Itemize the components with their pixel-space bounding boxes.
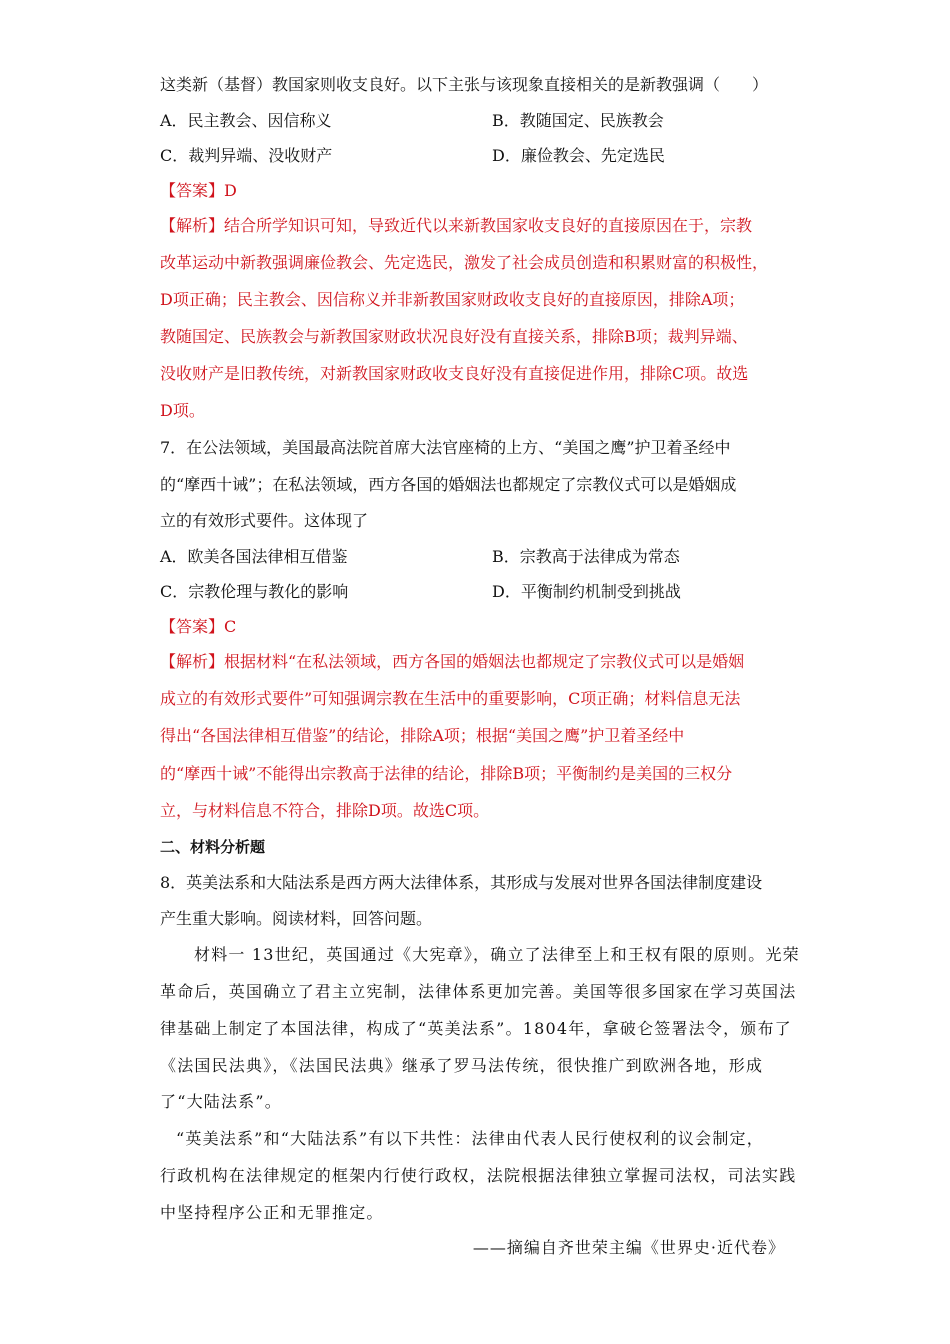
material-line: 材料一 13世纪，英国通过《大宪章》，确立了法律至上和王权有限的原则。光荣 bbox=[194, 945, 800, 964]
q7-option-c: C．宗教伦理与教化的影响 bbox=[160, 582, 349, 601]
material-line: 律基础上制定了本国法律，构成了“英美法系”。1804年，拿破仑签署法令，颁布了 bbox=[160, 1019, 792, 1038]
q6-analysis-line: D项。 bbox=[160, 401, 205, 420]
q6-analysis-line: D项正确；民主教会、因信称义并非新教国家财政收支良好的直接原因，排除A项； bbox=[160, 290, 745, 309]
q7-analysis-line: 【解析】根据材料“在私法领域，西方各国的婚姻法也都规定了宗教仪式可以是婚姻 bbox=[160, 652, 745, 671]
material-line: “英美法系”和“大陆法系”有以下共性：法律由代表人民行使权利的议会制定， bbox=[176, 1129, 764, 1148]
q7-analysis-line: 的“摩西十诫”不能得出宗教高于法律的结论，排除B项；平衡制约是美国的三权分 bbox=[160, 764, 733, 783]
q6-option-b: B．教随国定、民族教会 bbox=[492, 111, 664, 130]
q7-option-d: D．平衡制约机制受到挑战 bbox=[492, 582, 681, 601]
material-line: 行政机构在法律规定的框架内行使行政权，法院根据法律独立掌握司法权，司法实践 bbox=[160, 1166, 797, 1185]
q6-analysis-line: 【解析】结合所学知识可知，导致近代以来新教国家收支良好的直接原因在于，宗教 bbox=[160, 216, 753, 235]
material-source: ——摘编自齐世荣主编《世界史·近代卷》 bbox=[472, 1238, 785, 1257]
q6-option-d: D．廉俭教会、先定选民 bbox=[492, 146, 665, 165]
q7-option-a: A．欧美各国法律相互借鉴 bbox=[160, 547, 348, 566]
q7-answer: 【答案】C bbox=[160, 617, 237, 636]
q6-analysis-line: 教随国定、民族教会与新教国家财政状况良好没有直接关系，排除B项；裁判异端、 bbox=[160, 327, 748, 346]
material-line: 了“大陆法系”。 bbox=[160, 1092, 282, 1111]
section-heading: 二、材料分析题 bbox=[160, 838, 266, 856]
q7-stem-line: 立的有效形式要件。这体现了 bbox=[160, 511, 369, 530]
q7-option-b: B．宗教高于法律成为常态 bbox=[492, 547, 680, 566]
q7-analysis-line: 立，与材料信息不符合，排除D项。故选C项。 bbox=[160, 801, 490, 820]
material-line: 中坚持程序公正和无罪推定。 bbox=[160, 1203, 384, 1222]
q8-stem-line: 8．英美法系和大陆法系是西方两大法律体系，其形成与发展对世界各国法律制度建设 bbox=[160, 873, 763, 892]
q7-analysis-line: 成立的有效形式要件”可知强调宗教在生活中的重要影响，C项正确；材料信息无法 bbox=[160, 689, 741, 708]
q7-stem-line: 的“摩西十诫”；在私法领域，西方各国的婚姻法也都规定了宗教仪式可以是婚姻成 bbox=[160, 475, 737, 494]
q7-analysis-line: 得出“各国法律相互借鉴”的结论，排除A项；根据“美国之鹰”护卫着圣经中 bbox=[160, 726, 685, 745]
q6-stem: 这类新（基督）教国家则收支良好。以下主张与该现象直接相关的是新教强调（ ） bbox=[160, 75, 769, 94]
material-line: 《法国民法典》，《法国民法典》继承了罗马法传统，很快推广到欧洲各地，形成 bbox=[160, 1056, 764, 1075]
q6-option-a: A．民主教会、因信称义 bbox=[160, 111, 332, 130]
q6-option-c: C．裁判异端、没收财产 bbox=[160, 146, 333, 165]
q7-stem-line: 7．在公法领域，美国最高法院首席大法官座椅的上方、“美国之鹰”护卫着圣经中 bbox=[160, 438, 731, 457]
q6-analysis-line: 没收财产是旧教传统，对新教国家财政收支良好没有直接促进作用，排除C项。故选 bbox=[160, 364, 749, 383]
q6-answer: 【答案】D bbox=[160, 181, 237, 200]
q6-analysis-line: 改革运动中新教强调廉俭教会、先定选民，激发了社会成员创造和积累财富的积极性， bbox=[160, 253, 769, 272]
material-line: 革命后，英国确立了君主立宪制，法律体系更加完善。美国等很多国家在学习英国法 bbox=[160, 982, 797, 1001]
q8-stem-line: 产生重大影响。阅读材料，回答问题。 bbox=[160, 909, 433, 928]
